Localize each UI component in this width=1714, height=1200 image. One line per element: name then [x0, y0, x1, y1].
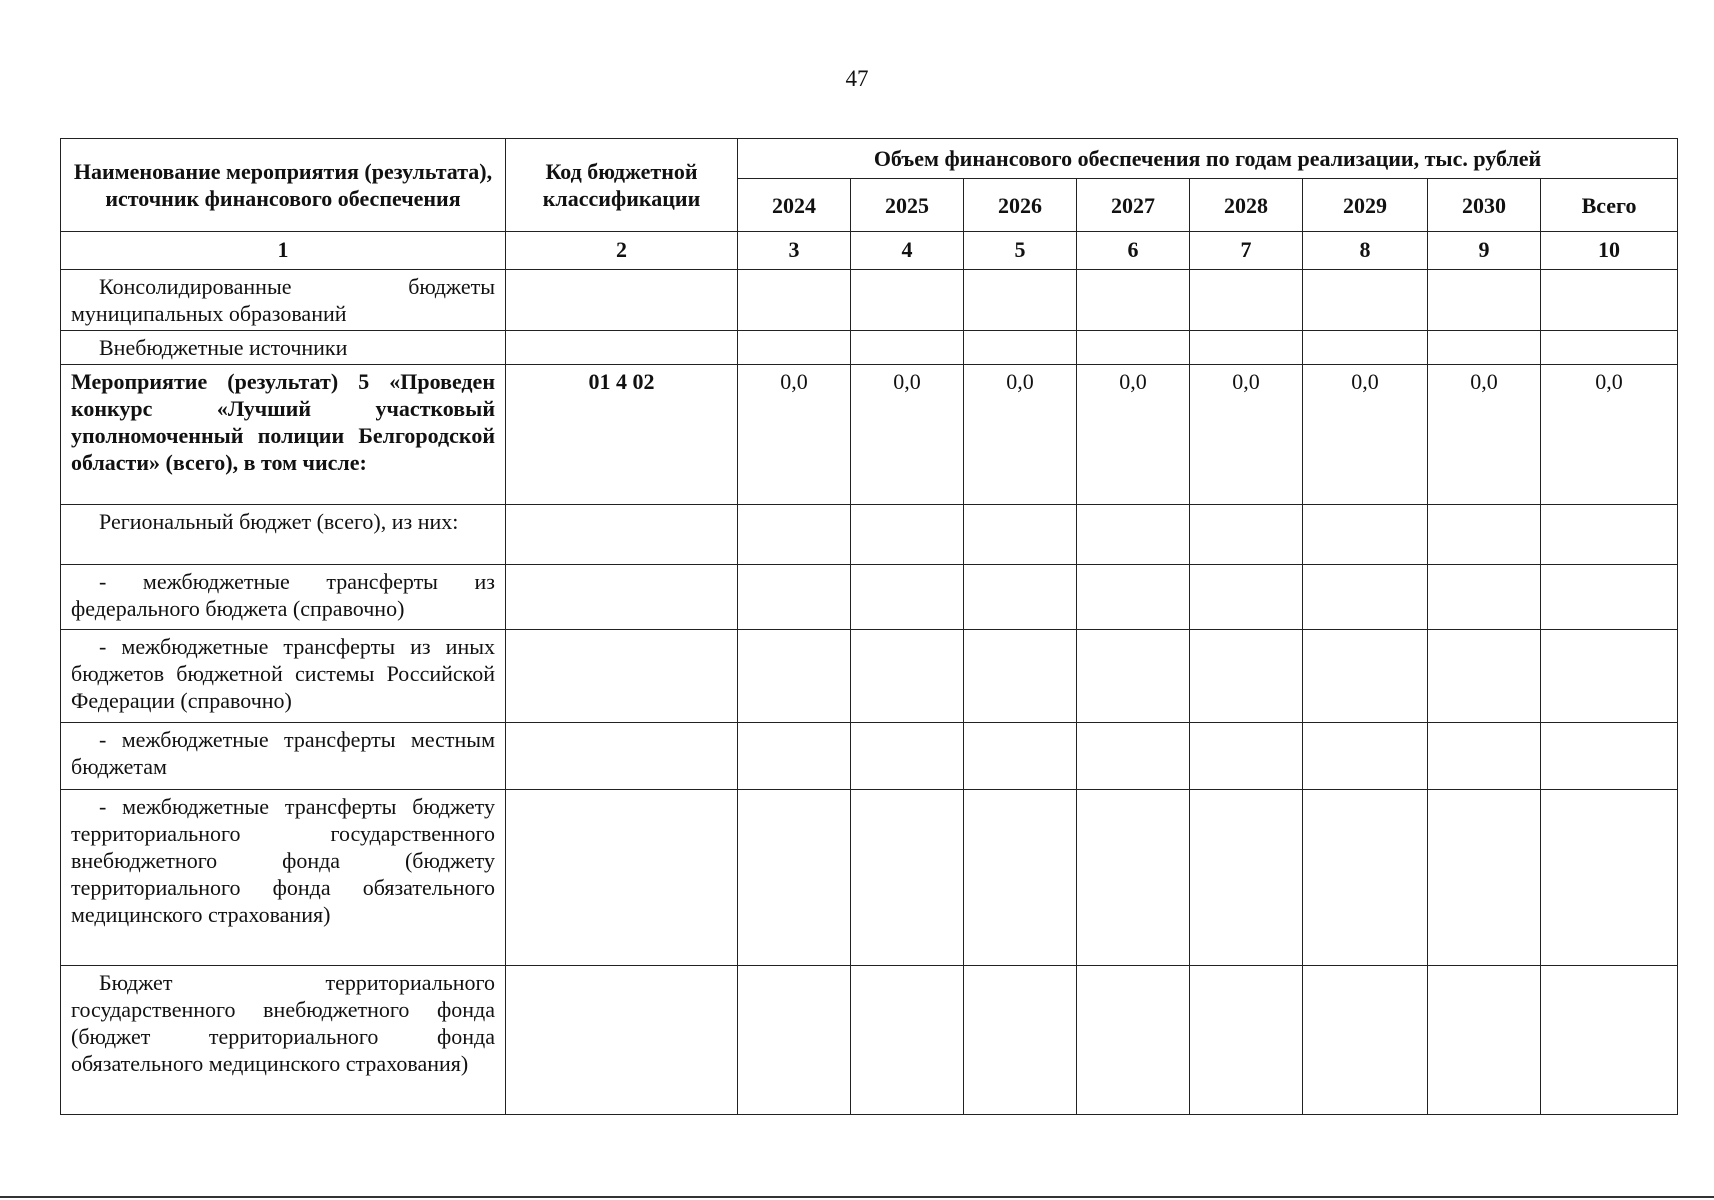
- row-name-cell: [61, 723, 506, 790]
- row-value: [1541, 331, 1678, 365]
- row-value: [1077, 790, 1190, 966]
- row-value: [1428, 505, 1541, 565]
- row-name: - межбюджетные трансферты местным бюджетам: [71, 727, 495, 779]
- header-year: 2024: [738, 179, 851, 232]
- row-value: [1190, 790, 1303, 966]
- row-name: Внебюджетные источники: [99, 335, 348, 360]
- row-value: 0,0: [851, 365, 964, 505]
- row-value: 0,0: [1541, 365, 1678, 505]
- row-value: [738, 331, 851, 365]
- row-value: [851, 505, 964, 565]
- table-row: [61, 565, 1678, 630]
- row-name-cell: [61, 565, 506, 630]
- row-name-cell: [61, 505, 506, 565]
- row-value: [851, 565, 964, 630]
- header-volume-column: Объем финансового обеспечения по годам реализации, тыс. рублей: [738, 139, 1678, 179]
- row-value: [1190, 565, 1303, 630]
- row-value: [1428, 565, 1541, 630]
- row-value: [1303, 723, 1428, 790]
- row-value: [1077, 565, 1190, 630]
- row-value: [1190, 331, 1303, 365]
- row-value: [738, 270, 851, 331]
- row-value: [1077, 723, 1190, 790]
- column-number: 9: [1428, 232, 1541, 270]
- row-name: Мероприятие (результат) 5 «Проведен конкурс «Лучший участковый уполномоченный полиции Белгородской области» (всего), в том числе:: [61, 365, 506, 505]
- row-code: [506, 790, 738, 966]
- row-code: [506, 723, 738, 790]
- row-value: [1303, 630, 1428, 723]
- row-name-cell: [61, 966, 506, 1115]
- row-value: [1541, 723, 1678, 790]
- row-value: [851, 270, 964, 331]
- row-value: [851, 790, 964, 966]
- row-value: [1428, 723, 1541, 790]
- row-value: [738, 505, 851, 565]
- row-value: [964, 565, 1077, 630]
- row-value: 0,0: [964, 365, 1077, 505]
- row-value: [851, 331, 964, 365]
- row-value: 0,0: [1077, 365, 1190, 505]
- row-value: [1541, 966, 1678, 1115]
- row-value: [1541, 270, 1678, 331]
- row-value: [964, 270, 1077, 331]
- column-number: 10: [1541, 232, 1678, 270]
- row-name-cell: [61, 331, 506, 365]
- row-value: [964, 966, 1077, 1115]
- table-row: [61, 790, 1678, 966]
- row-value: [738, 630, 851, 723]
- column-number: 3: [738, 232, 851, 270]
- column-number: 2: [506, 232, 738, 270]
- row-value: [1541, 505, 1678, 565]
- row-value: [1541, 790, 1678, 966]
- row-value: [964, 630, 1077, 723]
- column-number: 5: [964, 232, 1077, 270]
- header-year: 2028: [1190, 179, 1303, 232]
- row-value: [738, 723, 851, 790]
- row-value: 0,0: [1303, 365, 1428, 505]
- financing-table: [60, 138, 1678, 1115]
- row-name: Бюджет территориального государственного внебюджетного фонда (бюджет территориального фонда обязательного медицинского страхования): [71, 970, 495, 1076]
- row-value: [851, 966, 964, 1115]
- row-code: [506, 966, 738, 1115]
- row-name: Консолидированные бюджеты муниципальных образований: [71, 274, 495, 326]
- row-value: [964, 505, 1077, 565]
- table-row: [61, 723, 1678, 790]
- row-value: [964, 790, 1077, 966]
- page-number: 47: [845, 66, 869, 91]
- row-value: [1428, 790, 1541, 966]
- header-code-column: Код бюджетной классификации: [506, 139, 738, 232]
- header-total: Всего: [1541, 179, 1678, 232]
- table-row: [61, 505, 1678, 565]
- row-name-cell: [61, 630, 506, 723]
- header-year: 2030: [1428, 179, 1541, 232]
- row-code: [506, 630, 738, 723]
- row-value: [1077, 505, 1190, 565]
- row-value: [738, 565, 851, 630]
- row-value: [1303, 270, 1428, 331]
- row-value: [1303, 505, 1428, 565]
- row-value: [738, 790, 851, 966]
- row-code: [506, 270, 738, 331]
- header-year: 2027: [1077, 179, 1190, 232]
- table-row: [61, 331, 1678, 365]
- row-value: [1190, 270, 1303, 331]
- row-code: [506, 331, 738, 365]
- row-value: [1077, 270, 1190, 331]
- row-code: [506, 505, 738, 565]
- column-number: 7: [1190, 232, 1303, 270]
- row-value: [1190, 966, 1303, 1115]
- row-name: Региональный бюджет (всего), из них:: [99, 509, 459, 534]
- table-row: [61, 365, 1678, 505]
- table-row: [61, 270, 1678, 331]
- header-name-column: Наименование мероприятия (результата), источник финансового обеспечения: [61, 139, 506, 232]
- table-row: [61, 630, 1678, 723]
- row-value: [1190, 505, 1303, 565]
- column-number: 1: [61, 232, 506, 270]
- row-value: [1303, 790, 1428, 966]
- row-value: [1077, 630, 1190, 723]
- row-value: [1077, 331, 1190, 365]
- page-bottom-rule: [0, 1196, 1714, 1198]
- row-name-cell: [61, 270, 506, 331]
- row-value: [1303, 331, 1428, 365]
- row-value: [1303, 966, 1428, 1115]
- row-value: [851, 723, 964, 790]
- row-code: 01 4 02: [506, 365, 738, 505]
- row-value: [1303, 565, 1428, 630]
- row-value: [1190, 630, 1303, 723]
- row-value: [1077, 966, 1190, 1115]
- header-year: 2026: [964, 179, 1077, 232]
- row-code: [506, 565, 738, 630]
- row-value: [738, 966, 851, 1115]
- row-value: 0,0: [1428, 365, 1541, 505]
- row-value: 0,0: [738, 365, 851, 505]
- column-number: 8: [1303, 232, 1428, 270]
- table-row: [61, 966, 1678, 1115]
- row-value: 0,0: [1190, 365, 1303, 505]
- row-value: [964, 331, 1077, 365]
- row-value: [851, 630, 964, 723]
- row-value: [964, 723, 1077, 790]
- header-year: 2029: [1303, 179, 1428, 232]
- header-year: 2025: [851, 179, 964, 232]
- row-name: - межбюджетные трансферты из иных бюджетов бюджетной системы Российской Федерации (справочно): [71, 634, 495, 713]
- row-value: [1428, 630, 1541, 723]
- row-value: [1190, 723, 1303, 790]
- column-number: 4: [851, 232, 964, 270]
- row-name-cell: [61, 790, 506, 966]
- row-value: [1428, 270, 1541, 331]
- row-name: - межбюджетные трансферты из федерального бюджета (справочно): [71, 569, 495, 621]
- row-name: - межбюджетные трансферты бюджету территориального государственного внебюджетного фонда (бюджету территориального фонда обязательного медицинского страхования): [71, 794, 495, 927]
- row-value: [1428, 966, 1541, 1115]
- row-value: [1541, 630, 1678, 723]
- row-value: [1428, 331, 1541, 365]
- row-value: [1541, 565, 1678, 630]
- column-number: 6: [1077, 232, 1190, 270]
